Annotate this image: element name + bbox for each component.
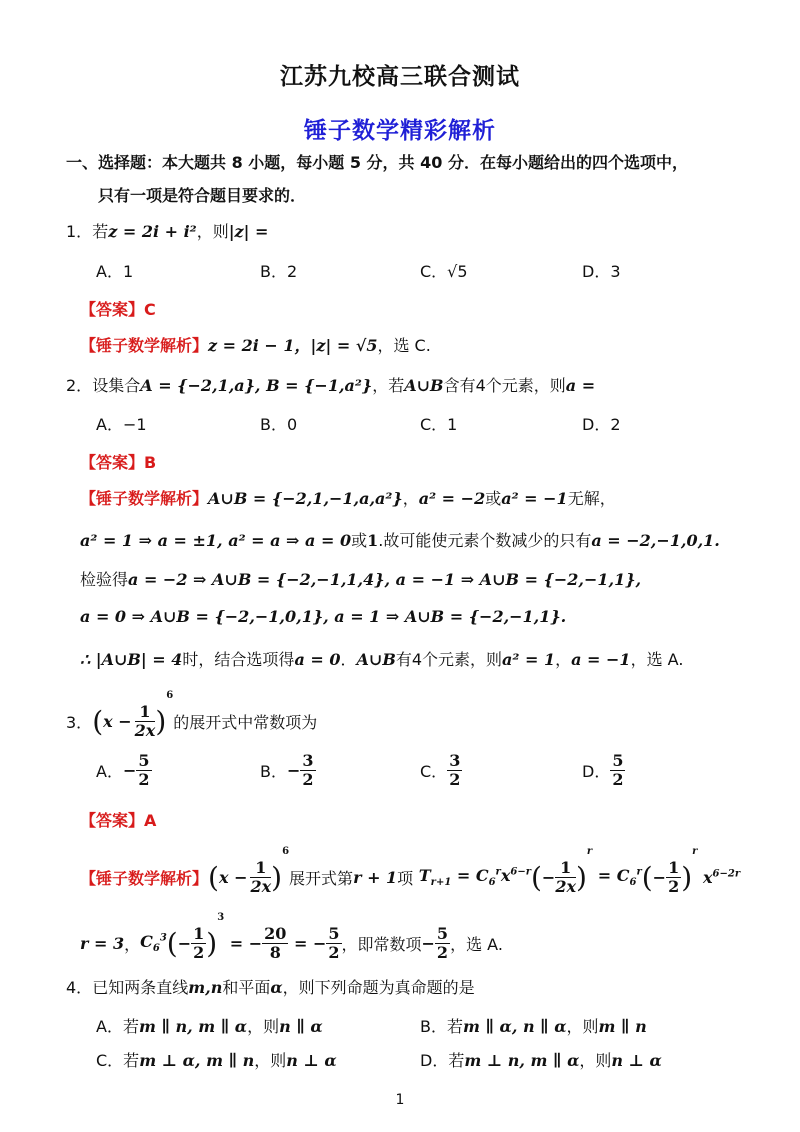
page-subtitle: 锤子数学精彩解析	[304, 118, 496, 144]
q4-option-c: C．若m ⊥ α, m ∥ n，则n ⊥ α	[96, 1051, 337, 1070]
question-number: 1．	[66, 222, 93, 241]
analysis-text: 无解，	[567, 489, 616, 508]
q1-analysis	[80, 333, 431, 356]
exponent: 6	[166, 690, 174, 701]
paren-open: (	[92, 705, 104, 738]
analysis-text: ，选 A.	[450, 935, 503, 954]
answer-value: B	[144, 453, 157, 472]
fraction: $\frac{1}{2x}$	[134, 702, 156, 740]
analysis-label: 【锤子数学解析】	[80, 869, 209, 888]
analysis-math: r + 1	[353, 868, 398, 887]
q3-analysis-line1: 【锤子数学解析】(x − $\frac{1}{2x}$ )$^6$展开式第r + 1项 $T_{r+1} = C_6^rx^{6-r}(-$ $\frac{1}{2x}$ )$^r = C_6^r(-$ $\frac{1}{2}$ )$^r$ $x^{6-2r}$	[80, 846, 741, 896]
analysis-math: a = −1	[571, 650, 631, 669]
stem-math: |z| =	[228, 222, 269, 241]
analysis-text: 检验得	[80, 570, 129, 589]
analysis-text: ，	[555, 650, 572, 669]
analysis-math: a = −2 ⇒ A∪B = {−2,−1,1,4}, a = −1 ⇒ A∪B = {−2,−1,1},	[128, 570, 642, 589]
q2-option-b: B．0	[260, 415, 298, 434]
q1-option-c: C．√5	[420, 262, 468, 281]
q1-option-a: A．1	[96, 262, 134, 281]
q4-option-d: D．若m ⊥ n, m ∥ α，则n ⊥ α	[420, 1051, 662, 1070]
analysis-text: ，选 A.	[630, 650, 684, 669]
analysis-math: z = 2i − 1，|z| = √5	[208, 336, 378, 355]
stem-text: 含有4个元素，则	[443, 376, 566, 395]
q2-analysis-line2	[80, 528, 720, 551]
analysis-math: a = 0 ⇒ A∪B = {−2,−1,0,1}, a = 1 ⇒ A∪B = {−2,−1,1}.	[80, 607, 567, 626]
q2-option-d: D．2	[582, 415, 621, 434]
stem-text: ，则下列命题为真命题的是	[282, 978, 475, 997]
q1-answer	[80, 297, 156, 320]
stem-text: 设集合	[92, 376, 141, 395]
stem-math: α	[270, 978, 283, 997]
expr-x: x −	[103, 712, 132, 731]
analysis-formula: $C_6^3$	[140, 932, 167, 955]
analysis-math: a² = 1 ⇒ a = ±1, a² = a ⇒ a = 0	[80, 531, 352, 550]
analysis-text: 时，结合选项得	[182, 650, 295, 669]
stem-math: m,n	[188, 978, 223, 997]
q3-analysis-line2: r = 3，$C_6^3(-$ $\frac{1}{2}$ )$^3$ = − $\frac{20}{8}$ = − $\frac{5}{2}$ ，即常数项− $\frac{5}{2}$ ，选 A.	[80, 912, 503, 962]
q3-option-d: D． $\frac{5}{2}$	[582, 751, 624, 789]
q3-answer	[80, 808, 156, 831]
stem-text: 和平面	[222, 978, 271, 997]
analysis-text: ，	[402, 489, 419, 508]
answer-value: A	[144, 811, 157, 830]
analysis-math: ∴ |A∪B| = 4	[80, 650, 183, 669]
q4-option-b: B．若m ∥ α, n ∥ α，则m ∥ n	[420, 1017, 647, 1036]
analysis-math: 1	[367, 531, 379, 550]
analysis-text: 有4个元素，则	[395, 650, 503, 669]
analysis-text: ，选 C.	[377, 336, 431, 355]
q1-option-d: D．3	[582, 262, 621, 281]
answer-value: C	[144, 300, 156, 319]
q2-option-c: C．1	[420, 415, 458, 434]
paren-close: )	[155, 705, 167, 738]
q2-analysis-line5	[80, 647, 683, 670]
stem-math: z = 2i + i²	[108, 222, 197, 241]
stem-math: A = {−2,1,a}, B = {−1,a²}	[140, 376, 373, 395]
stem-text: 若	[92, 222, 109, 241]
analysis-text: 或	[351, 531, 368, 550]
question-3-stem	[66, 690, 317, 740]
analysis-math: A∪B = {−2,1,−1,a,a²}	[208, 489, 403, 508]
answer-label: 【答案】	[80, 811, 145, 830]
question-number: 2．	[66, 376, 93, 395]
analysis-text: 或	[485, 489, 502, 508]
section-heading-line1: 一、选择题：本大题共 8 小题，每小题 5 分，共 40 分．在每小题给出的四个选项中，	[66, 153, 688, 172]
q3-option-a: A．− $\frac{5}{2}$	[96, 751, 150, 789]
question-number: 3．	[66, 713, 93, 732]
page-title: 江苏九校高三联合测试	[280, 64, 520, 90]
analysis-label: 【锤子数学解析】	[80, 336, 209, 355]
analysis-math: a = −2,−1,0,1.	[591, 531, 720, 550]
q1-option-b: B．2	[260, 262, 298, 281]
stem-text: 已知两条直线	[92, 978, 189, 997]
analysis-text: 展开式第	[289, 869, 354, 888]
stem-text: ，若	[372, 376, 405, 395]
q3-option-b: B．− $\frac{3}{2}$	[260, 751, 314, 789]
q2-answer	[80, 450, 156, 473]
analysis-text: .故可能使元素个数减少的只有	[378, 531, 592, 550]
q2-analysis-line4	[80, 607, 566, 626]
analysis-math: A∪B	[356, 650, 396, 669]
analysis-math: a = 0	[294, 650, 341, 669]
page-number: 1	[395, 1092, 405, 1108]
q2-analysis-line3	[80, 567, 641, 590]
analysis-math: a² = −2	[418, 489, 486, 508]
answer-label: 【答案】	[80, 300, 145, 319]
section-heading-line2: 只有一项是符合题目要求的．	[98, 186, 307, 205]
question-number: 4．	[66, 978, 93, 997]
q2-option-a: A．−1	[96, 415, 147, 434]
stem-math: A∪B	[404, 376, 444, 395]
analysis-label: 【锤子数学解析】	[80, 489, 209, 508]
analysis-math: r = 3	[80, 934, 125, 953]
analysis-text: ．	[340, 650, 357, 669]
question-1-stem	[66, 219, 268, 242]
stem-text: ，则	[196, 222, 229, 241]
q4-option-a: A．若m ∥ n, m ∥ α，则n ∥ α	[96, 1017, 323, 1036]
stem-text: 的展开式中常数项为	[173, 713, 318, 732]
question-2-stem	[66, 373, 595, 396]
question-4-stem	[66, 975, 475, 998]
analysis-math: a² = 1	[502, 650, 556, 669]
analysis-math: a² = −1	[501, 489, 568, 508]
q3-option-c: C． $\frac{3}{2}$	[420, 751, 461, 789]
stem-math: a =	[565, 376, 596, 395]
answer-label: 【答案】	[80, 453, 145, 472]
analysis-text: ，即常数项	[341, 935, 422, 954]
analysis-text: 项	[397, 869, 414, 888]
q2-analysis-line1	[80, 486, 616, 509]
analysis-formula: $T_{r+1} = C_6^rx^{6-r}$	[413, 866, 531, 889]
